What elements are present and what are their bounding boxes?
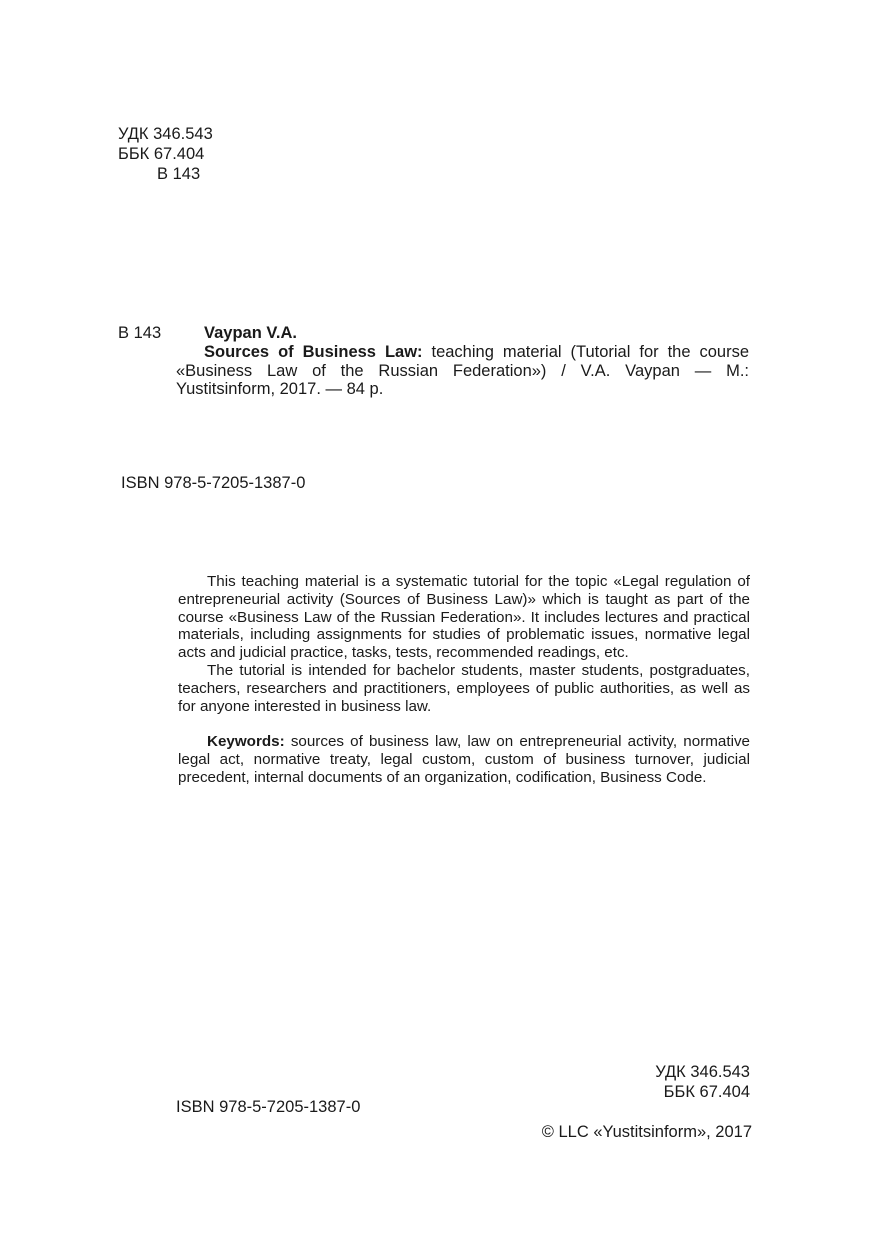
record-description: teaching material (Tutorial for the course «Business Law of the Russian Federation») / V.A. Vaypan — M.: Yustitsinform, 2017. — 84 p.: [176, 343, 749, 398]
annotation-paragraph: This teaching material is a systematic tutorial for the topic «Legal regulation of entrepreneurial activity (Sources of Business Law)» which is taught as part of the course «Business Law of the Russian Federation». It includes lectures and practical materials, including assignments for studies of problematic issues, normative legal acts and judicial practice, tasks, tests, recommended readings, etc.: [178, 573, 750, 662]
record-author: Vaypan V.A.: [204, 324, 297, 342]
paragraph-gap: [178, 715, 750, 733]
keywords-label: Keywords:: [207, 733, 285, 751]
keywords-paragraph: [178, 733, 750, 786]
author-code: В 143: [157, 165, 201, 183]
bottom-isbn: ISBN 978-5-7205-1387-0: [176, 1098, 361, 1116]
isbn: ISBN 978-5-7205-1387-0: [121, 474, 306, 492]
bottom-bbk-code: ББК 67.404: [663, 1083, 750, 1101]
copyright: © LLC «Yustitsinform», 2017: [541, 1123, 752, 1141]
bottom-udk-code: УДК 346.543: [655, 1063, 750, 1081]
record-author-code: В 143: [118, 324, 162, 342]
record-title: Sources of Business Law:: [204, 343, 423, 361]
keywords-text: sources of business law, law on entrepreneurial activity, normative legal act, normative treaty, legal custom, custom of business turnover, judicial precedent, internal documents of an organization, codification, Business Code.: [178, 733, 750, 786]
bbk-code: ББК 67.404: [118, 145, 205, 163]
annotation: [178, 573, 750, 787]
record-description-block: [176, 343, 749, 399]
udk-code: УДК 346.543: [118, 125, 213, 143]
annotation-paragraph: The tutorial is intended for bachelor students, master students, postgraduates, teachers, researchers and practitioners, employees of public authorities, as well as for anyone interested in business law.: [178, 661, 750, 715]
